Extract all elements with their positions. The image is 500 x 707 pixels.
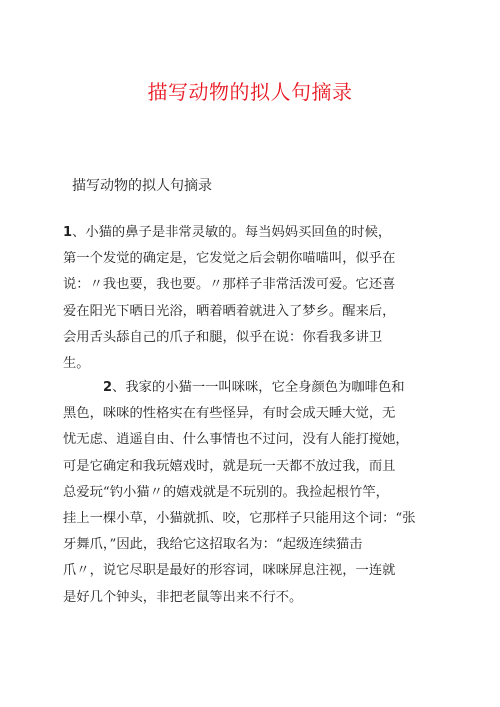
paragraph-line: 可是它确定和我玩嬉戏时，就是玩一天都不放过我，而且 (63, 458, 396, 474)
document-title: 描写动物的拟人句摘录 (147, 80, 353, 104)
paragraph-2 (63, 375, 443, 611)
paragraph-line: 会用舌头舔自己的爪子和腿，似乎在说：你看我多讲卫 (63, 329, 383, 345)
paragraph-line: 1、小猫的鼻子是非常灵敏的。每当妈妈买回鱼的时候， (63, 225, 392, 240)
paragraph-line: 生。 (63, 356, 90, 372)
paragraph-line: 总爱玩“钓小猫〃的嬉戏就是不玩别的。我捡起根竹竿， (63, 484, 389, 500)
document-subtitle: 描写动物的拟人句摘录 (72, 178, 212, 194)
paragraph-line: 爱在阳光下晒日光浴，晒着晒着就进入了梦乡。醒来后， (63, 303, 396, 319)
paragraph-line: 牙舞爪，”因此，我给它这招取名为：“起级连续猫击 (63, 537, 363, 553)
paragraph-1 (63, 220, 443, 377)
paragraph-number: 2 (103, 380, 113, 395)
paragraph-line: 黑色，咪咪的性格实在有些怪异，有时会成天睡大觉，无 (63, 406, 396, 422)
paragraph-number: 1 (63, 225, 73, 240)
paragraph-line: 忧无虑、逍遥自由、什么事情也不过问，没有人能打搅她， (63, 432, 409, 448)
paragraph-line: 说：〃我也要，我也要。〃那样子非常活泼可爱。它还喜 (63, 277, 396, 293)
paragraph-line: 是好几个钟头，非把老鼠等出来不行不。 (63, 589, 303, 605)
paragraph-line: 挂上一棵小草，小猫就抓、咬，它那样子只能用这个词：“张 (63, 511, 416, 527)
paragraph-line: 第一个发觉的确定是，它发觉之后会朝你喵喵叫，似乎在 (63, 251, 396, 267)
paragraph-line: 2、我家的小猫一一叫咪咪，它全身颜色为咖啡色和 (103, 380, 405, 395)
paragraph-line: 爪〃，说它尽职是最好的形容词，咪咪屏息注视，一连就 (63, 563, 396, 579)
